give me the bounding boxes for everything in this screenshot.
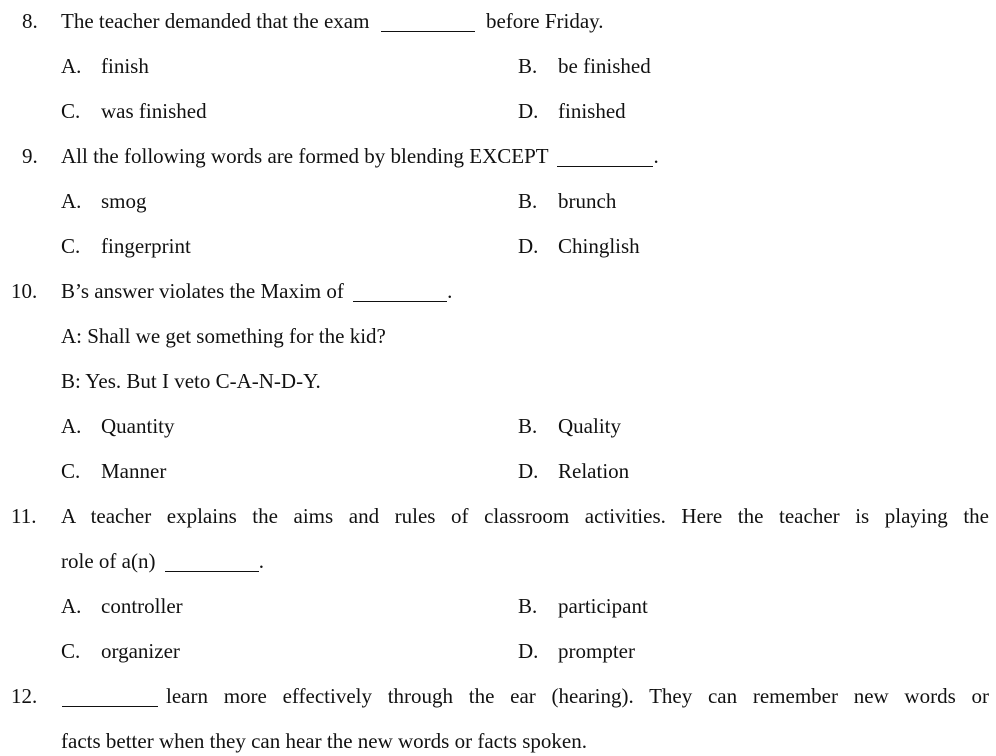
answer-blank: [353, 283, 447, 302]
stem-text: learn more effectively through the ear (hearing). They can remember new words or: [166, 684, 989, 708]
option-c: [61, 101, 207, 122]
question-stem: [61, 281, 452, 302]
option-text: Quantity: [101, 414, 175, 438]
question-stem-line: [61, 506, 989, 527]
option-text: participant: [558, 594, 648, 618]
question-stem-line: facts better when they can hear the new words or facts spoken.: [61, 729, 587, 753]
option-text: finish: [101, 54, 149, 78]
stem-text: before Friday.: [485, 9, 604, 33]
option-d: [518, 641, 635, 662]
option-d: [518, 236, 640, 257]
option-letter: A.: [61, 594, 82, 618]
option-b: [518, 191, 616, 212]
stem-text: .: [653, 144, 659, 168]
question-stem-line: [166, 686, 989, 707]
answer-blank: [381, 13, 475, 32]
option-letter: A.: [61, 189, 82, 213]
option-text: brunch: [558, 189, 617, 213]
option-text: fingerprint: [101, 234, 191, 258]
option-letter: B.: [518, 594, 538, 618]
option-a: [61, 191, 147, 212]
option-text: finished: [558, 99, 626, 123]
option-letter: C.: [61, 459, 81, 483]
option-text: smog: [101, 189, 147, 213]
option-text: be finished: [558, 54, 651, 78]
stem-text: .: [447, 279, 453, 303]
question-number: 12.: [11, 684, 38, 708]
option-text: Relation: [558, 459, 630, 483]
option-text: Quality: [558, 414, 621, 438]
question-number: 8.: [22, 9, 38, 33]
answer-blank: [62, 688, 158, 707]
option-b: [518, 416, 621, 437]
question-number: 10.: [11, 279, 38, 303]
option-letter: D.: [518, 234, 539, 258]
option-a: [61, 416, 175, 437]
option-letter: C.: [61, 234, 81, 258]
option-letter: A.: [61, 414, 82, 438]
stem-text: The teacher demanded that the exam: [61, 9, 370, 33]
question-stem: [61, 551, 264, 572]
option-c: [61, 236, 191, 257]
option-letter: B.: [518, 54, 538, 78]
option-d: [518, 101, 626, 122]
option-letter: C.: [61, 639, 81, 663]
answer-blank: [165, 553, 259, 572]
option-b: [518, 596, 648, 617]
option-text: controller: [101, 594, 183, 618]
question-number: 9.: [22, 144, 38, 168]
option-text: Chinglish: [558, 234, 640, 258]
answer-blank: [557, 148, 653, 167]
option-letter: D.: [518, 639, 539, 663]
option-text: prompter: [558, 639, 635, 663]
option-text: organizer: [101, 639, 180, 663]
stem-text: .: [258, 549, 264, 573]
option-a: [61, 56, 149, 77]
question-number: 11.: [11, 504, 37, 528]
question-stem: [61, 146, 659, 167]
dialogue-line: B: Yes. But I veto C-A-N-D-Y.: [61, 369, 321, 393]
option-b: [518, 56, 651, 77]
option-c: [61, 641, 180, 662]
dialogue-line: A: Shall we get something for the kid?: [61, 324, 386, 348]
option-text: Manner: [101, 459, 167, 483]
option-letter: B.: [518, 189, 538, 213]
question-stem: [61, 11, 604, 32]
option-a: [61, 596, 183, 617]
stem-text: B’s answer violates the Maxim of: [61, 279, 344, 303]
option-text: was finished: [101, 99, 207, 123]
option-c: [61, 461, 166, 482]
option-d: [518, 461, 629, 482]
stem-text: role of a(n): [61, 549, 156, 573]
option-letter: C.: [61, 99, 81, 123]
option-letter: B.: [518, 414, 538, 438]
stem-text: All the following words are formed by blending EXCEPT: [61, 144, 549, 168]
option-letter: D.: [518, 459, 539, 483]
option-letter: A.: [61, 54, 82, 78]
option-letter: D.: [518, 99, 539, 123]
stem-text: A teacher explains the aims and rules of classroom activities. Here the teacher is playing the: [61, 504, 989, 528]
